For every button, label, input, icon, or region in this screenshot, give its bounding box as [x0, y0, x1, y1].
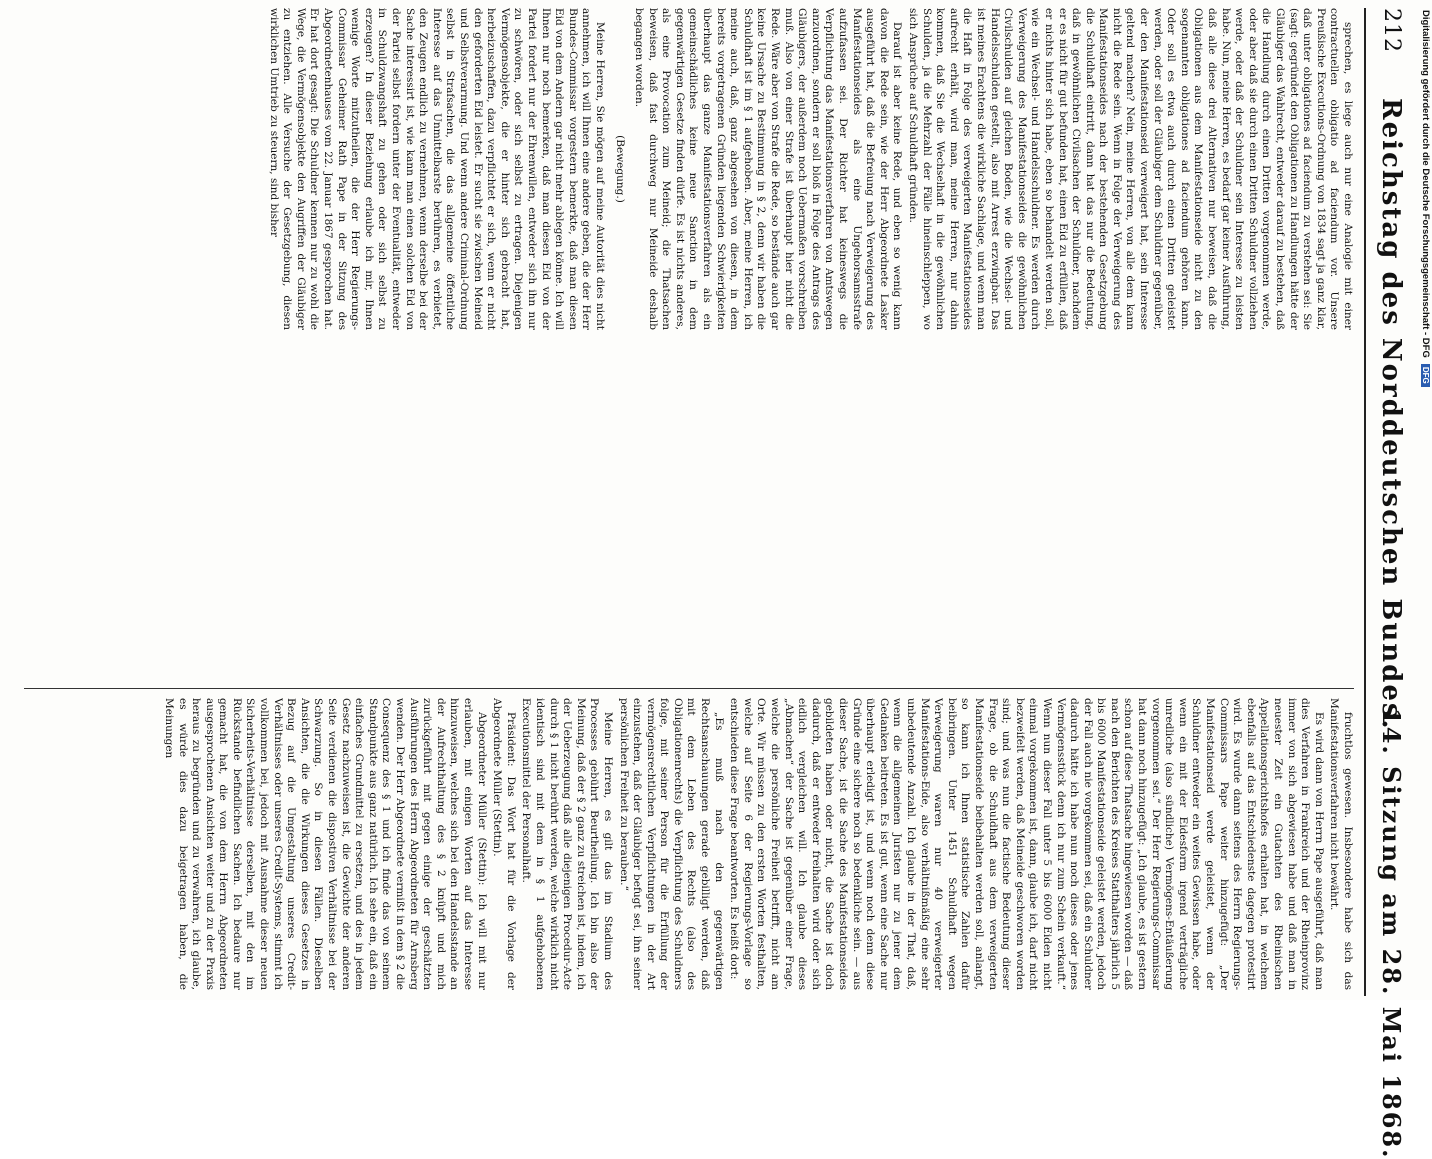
- paragraph: Abgeordneter Müller (Stettin): Ich will mit nur erlauben, mit einigen Worten auf das Interesse hinzuweisen, welches sich bei den Handelsstande an der Aufrechthaltung des § 2 knüpft und mich zurückgeführt mit gegen einige der geschätzten Ausführungen des Herrn Abgeordneten für Arnsberg wenden. Der Herr Abgeordnete vermißt in dem § 2 die Consequenz des § 1 und ich finde das von seinem Standpunkte aus ganz natürlich. Ich sehe ein, daß ein einfaches Grundmittel zu ersetzen, und des in jedem Gesetz nachzuweisen ist, die Gewichte der anderen Seite verdienen die dispostiven Verhältnisse bei der Schwarzung. So in diesen Fällen. Dieselben Ansichten, die die Wirkungen dieses Gesetzes in Bezug auf die Umgestaltung unseres Credit-Verhältnisses oder unseres Credit-Systems, stimmt ich vollkommen bei, jedoch mit Ausnahme dieser neuen Sicherheits-Verhältnisse derselben, mit den im Rückstande befindlichen Sachen. Ich bedaure nur gemacht hat, die von dem Herrn Abgeordneten ausgesprochenen Ansichten weiter und zu der Praxis heraus zu begründen und zu verwahren, ich glaube, es würde dies dazu beigetragen haben, die Meinungen: [162, 698, 488, 990]
- page-number: 212: [1379, 8, 1404, 53]
- running-title: Reichstag des Norddeutschen Bundes.: [1376, 98, 1406, 731]
- speaker-paragraph: Präsident: Das Wort hat für die Vorlage der Abgeordnete Müller (Stettin).: [491, 698, 517, 990]
- paragraph: Meine Herren, es gilt das im Stadium des Processes gebührt Beurtheilung. Ich bin also der Meinung, daß der § 2 ganz zu streichen ist, indem, ich der Ueberzeugung daß alle diejenigen Procedur-Acte durch § 1 nicht berührt werden, welche wirklich nicht identisch sind mit dem in § 1 aufgehobenen Executionsmittel der Personalhaft.: [520, 698, 614, 990]
- credit-text: Digitalisierung gefördert durch die Deutsche Forschungsgemeinschaft - DFG: [1420, 10, 1431, 358]
- paragraph: Darauf ist aber keine Rede, und eben so wenig kann davon die Rede sein, wie der Herr Abgeordnete Lasker ausgeführt hat, daß die Befreiung nach Verweigerung des Manifestationseides als eine Ungehorsamsstrafe aufzufassen sei. Der Richter hat keineswegs die Verpflichtung das Manifestationsverfahren von Amtswegen anzuordnen, sondern er soll bloß in Folge des Antrags des Gläubigers, der außerdem noch Uebermaßen vorschreiben muß. Also von einer Strafe ist überhaupt hier nicht die Rede. Wäre aber von Strafe die Rede, so bestände auch gar keine Ursache zu Bestimmung in § 2, denn wir haben die Schuldhaft ist im § 1 aufgehoben. Aber, meine Herren, ich meine auch, daß, ganz abgesehen von diesen, in dem bereits vorgetragenen Gründen liegenden Schwierigkeiten überhaupt das ganze Manifestationsverfahren als ein gemeinschädliches keine neue Sanction in dem gegenwärtigen Gesetze finden dürfe. Es ist nichts anderes, als eine Provocation zum Meineid; die Thatsachen beweisen, daß fast durchweg nur Meineide deshalb begangen worden.: [633, 8, 904, 330]
- session-title: 14. Sitzung am 28. Mai 1868.: [1377, 708, 1406, 1159]
- column-divider: [24, 688, 1354, 689]
- paragraph: Meine Herren, Sie mögen auf meine Autorität dies nicht annehmen, ich will Ihnen eine andere geben, die der Herr Bundes-Commissar vorgestern bemerkte, daß man diesen Eid von dem Andern gar nicht mehr ablegen könne. Ich will Ihnen nur noch bemerken, daß man diesen Eid von der Partei fordert nur der Ehrenwillen, entweder sich ihn nur zu schwören, oder sich selbst zu ertragen. Diejenigen Vermögensobjekte, die er hinter sich gebracht hat, herbeizuschaffen, dazu verpflichtet er sich, wenn er nicht den geforderten Eid leistet. Er sucht sie zwischen Meineid und Selbstverarmung. Und wenn andere Criminal-Ordnung selbst in Strafsachen, die das allgemeine öffentliche Interesse auf das Unmittelbarste berühren, es verbietet, den Zeugen endlich zu vernehmen, wenn derselbe bei der Sache interessirt ist, wie kann man einen solchen Eid von der Partei selbst fordern unter der Eventualität, entweder in Schuldzwangshaft zu gehen oder sich selbst zu erzeugen? In dieser Beziehung erlaube ich mir, Ihnen wenige Worte mitzutheilen, die der Herr Regierungs-Commissar Geheimer Rath Pape in der Sitzung des Abgeordnetenhauses vom 22. Januar 1867 gesprochen hat. Er hat dort gesagt: Die Schuldner kennen nur zu wohl die Wege, die Vermögensobjekte den Augriffen der Gläubiger zu entziehen. Alle Versuche der Gesetzgebung, diesen wirklichen Umtrieb zu steuern, sind bisher: [267, 8, 606, 330]
- left-column: [14, 8, 1354, 668]
- dfg-logo: DFG: [1421, 364, 1430, 387]
- header-rule: [1364, 8, 1366, 996]
- interjection: (Bewegung.): [613, 135, 626, 203]
- digitization-credit: [1415, 10, 1431, 990]
- rotated-page: [16, 8, 1416, 1159]
- paragraph: sprechen, es liege auch nur eine Analogie mit einer contractuellen obligatio ad faciendum vor. Unsere Preußische Executions-Ordnung von 1834 sagt ja ganz klar, daß unter obligationes ad faciendum zu verstehen sei: Sie (sagt: gegründet den Obligationen zu Handlungen hätte der Gläubiger das Wahlrecht, entweder darauf zu bestehen, daß die Handlung durch einen Dritten vorgenommen werde, oder aber daß sie durch einen Dritten Schuldner vollziehen werde, oder daß der Schuldner sein Interesse zu leisten habe. Nun, meine Herren, es bedarf gar keiner Ausführung, daß alle diese drei Alternativen nur beweisen, daß die Obligationen aus dem Manifestationseide nicht zu den sogenannten obligationes ad faciendum gehören kann. Oder soll es etwa auch durch einen Dritten geleistet werden, oder soll der Gläubiger dem Schuldner gegenüber, der den Manifestationseid verweigert hat, sein Interesse geltend machen? Nein, meine Herren, von alle dem kann nicht die Rede sein. Wenn in Folge der Verweigerung des Manifestationseides nach der bestehenden Gesetzgebung die Schuldhaft eintritt, dann hat das nur die Bedeutung, daß in gewöhnlichen Civilsachen der Schuldner, nachdem er es nicht für gut befunden hat, einen Eid zu erfüllen, daß er nichts hinter sich habe, eben so behandelt werden soll, wie ein Wechsel- und Handelsschuldner. Es werden durch Verweigerung des Manifestationseides die gewöhnlichen Civilschulden auf gleichen Boden, wie die Wechsel- und Handelsschulden gestellt, also mit Arrest erzwingbar. Das ist meines Erachtens die wirkliche Sachlage, und wenn man die Haft in Folge des verweigerten Manifestationseides aufrecht erhält, wird man, meine Herren, nur dahin kommen, daß Sie die Wechselhaft in die gewöhnlichen Schulden, ja die Mehrzahl der Fälle hineinschleppen, wo sich Ansprüche auf Schuldhaft gründen.: [907, 8, 1354, 330]
- page-header: [1360, 8, 1416, 1159]
- paragraph: fruchtlos gewesen. Insbesondere habe sich das Manifestationsverfahren nicht bewährt.: [1328, 698, 1354, 990]
- paragraph: Es wird dann von Herrn Pape ausgeführt, daß man dies Verfahren in Frankreich und der Rheinprovinz immer von sich abgewiesen habe und daß man in neuester Zeit ein Gutachten des Rheinischen Appellationsgerichtshofes erhalten hat, in welchem ebenfalls auf das Entschiedenste dagegen protestirt wird. Es wurde dann seitens des Herrn Regierungs-Commissars Pape weiter hinzugefügt: „Der Manifestationseid werde geleistet, wenn der Schuldner entweder ein weites Gewissen habe, oder wenn ein mit der Eidesform irgend verträgliche unredliche (also sündliche) Vermögens-Entäußerung vorgenommen sei.“ Der Herr Regierungs-Commissar hat dann noch hinzugefügt: „Ich glaube, es ist gestern schon auf diese Thatsache hingewiesen worden — daß nach den Berichten des Kreises Statthalters jährlich 5 bis 6000 Manifestationseide geleistet werden, jedoch der Fall auch nie vorgekommen sei, daß ein Schuldner dadurch hätte ich habe nun noch dieses oder jenes Vermögensstück denn ich nur zum Schein verkauft.“ Wenn nun dieser Fall unter 5 bis 6000 Eiden nicht einmal vorgekommen ist, dann, glaube ich, darf nicht bezweifelt werden, daß Meineide geschworen worden sind; und was nun die factische Bedeutung dieser Frage, ob die Schuldhaft aus dem verweigerten Manifestationseide beibehalten werden soll, anlangt, so kann ich Ihnen statistische Zahlen dafür beibringen. Unter 1451 Schuldhaft wegen Verweigerung waren nur 40 verweigerter Manifestations-Eide, also verhältnißmäßig eine sehr unbedeutende Anzahl. Ich glaube in der That, daß, wenn die allgemeinen Juristen nur zu jener dem Gedanken beitreten. Es ist gut, wenn eine Sache nur überhaupt erledigt ist, und wenn noch denn diese Gründe eine sichere noch so bedenkliche sein. — aus dieser Sache, ist die Sache des Manifestationseides gebildeten haben oder nicht, die Sache ist doch dadurch, daß er entweder freihalten wird oder sich eidlich vergleichen will. Ich glaube dieses „Abmachen“ der Sache ist gegenüber einer Frage, welche die persönliche Freiheit betrifft, nicht am Orte. Wir müssen zu den ersten Worten festhalten, welche auf Seite 6 der Regierungs-Vorlage so entschieden diese Frage beantworten. Es heißt dort:: [728, 698, 1325, 990]
- quotation: „Es muß nach den gegenwärtigen Rechtsanschauungen gerade gebilligt werden, daß mit dem Leben des Rechts (also des Obligationenrechts) die Verpflichtung des Schuldners folge, mit seiner Person für die Erfüllung der vermögensrechtlichen Verpflichtungen in der Art einzustehen, daß der Gläubiger befugt sei, ihn seiner persönlichen Freiheit zu berauben.“: [617, 698, 725, 990]
- right-column: [14, 698, 1354, 990]
